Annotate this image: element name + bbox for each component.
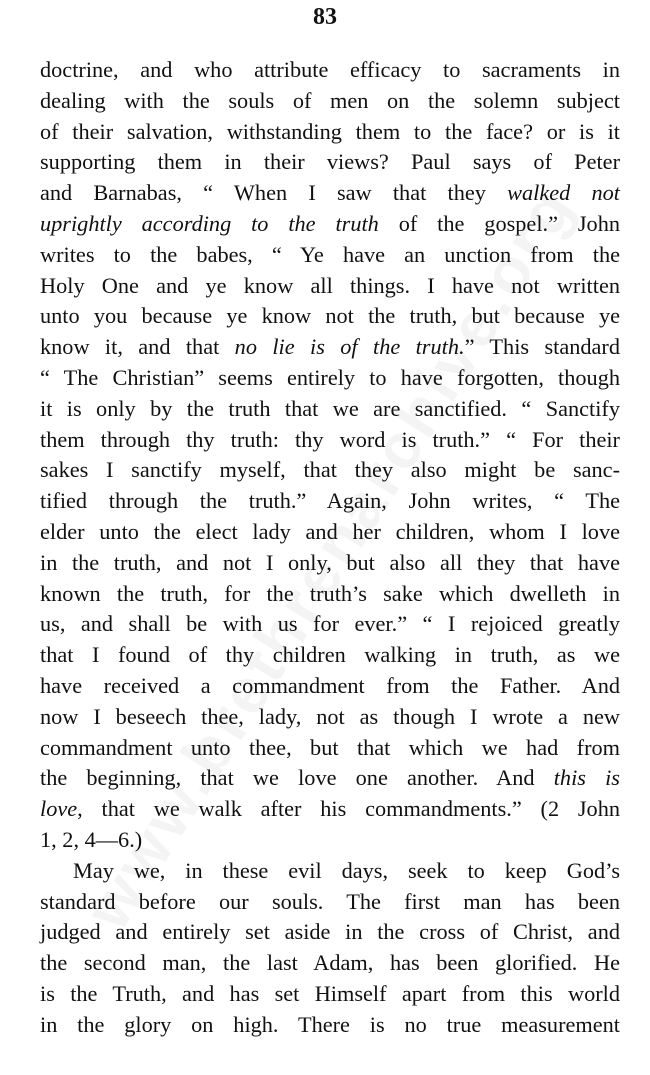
text-segment: tified through the truth.” Again, John writes, “ The bbox=[40, 488, 620, 514]
italic-text: uprightly according to the truth bbox=[40, 210, 379, 236]
text-line bbox=[40, 763, 620, 794]
text-segment: 1, 2, 4—6.) bbox=[40, 826, 143, 852]
text-line bbox=[40, 147, 620, 178]
text-line bbox=[40, 271, 620, 302]
text-segment: judged and entirely set aside in the cross of Christ, and bbox=[40, 919, 620, 945]
text-segment: the second man, the last Adam, has been glorified. He bbox=[40, 950, 620, 976]
text-segment: elder unto the elect lady and her children, whom I love bbox=[40, 518, 620, 544]
text-line bbox=[40, 794, 620, 825]
text-segment: doctrine, and who attribute efficacy to sacraments in bbox=[40, 57, 620, 82]
text-line bbox=[40, 394, 620, 425]
text-segment: us, and shall be with us for ever.” “ I rejoiced greatly bbox=[40, 611, 620, 637]
text-segment: , that we walk after his commandments.” (2 John bbox=[77, 796, 620, 822]
text-segment: know it, and that bbox=[40, 334, 235, 360]
text-segment: and Barnabas, “ When I saw that they bbox=[40, 180, 508, 206]
text-line bbox=[40, 178, 620, 209]
text-line bbox=[40, 363, 620, 394]
text-line bbox=[40, 1010, 620, 1041]
text-line bbox=[40, 117, 620, 148]
text-segment: of the gospel.” John bbox=[378, 210, 620, 236]
text-line bbox=[40, 733, 620, 764]
text-segment: in the glory on high. There is no true measurement bbox=[40, 1011, 620, 1037]
text-segment: supporting them in their views? Paul says of Peter bbox=[40, 149, 620, 175]
text-line bbox=[40, 579, 620, 610]
text-segment: writes to the babes, “ Ye have an unction from the bbox=[40, 241, 620, 267]
text-segment: Holy One and ye know all things. I have not written bbox=[40, 272, 620, 298]
text-line bbox=[40, 332, 620, 363]
text-line bbox=[40, 702, 620, 733]
text-line bbox=[40, 979, 620, 1010]
text-segment: commandment unto thee, but that which we had from bbox=[40, 734, 620, 760]
text-segment: now I beseech thee, lady, not as though I wrote a new bbox=[40, 703, 620, 729]
text-segment: of their salvation, withstanding them to the face? or is it bbox=[40, 118, 620, 144]
text-segment: standard before our souls. The first man has been bbox=[40, 888, 620, 914]
text-segment: dealing with the souls of men on the solemn subject bbox=[40, 87, 620, 113]
text-segment: the beginning, that we love one another. And bbox=[40, 765, 554, 791]
text-line bbox=[40, 55, 620, 86]
text-line bbox=[40, 517, 620, 548]
text-line bbox=[40, 948, 620, 979]
text-line bbox=[40, 887, 620, 918]
text-segment: known the truth, for the truth’s sake which dwelleth in bbox=[40, 580, 620, 606]
body-text bbox=[40, 55, 620, 1041]
text-line bbox=[40, 825, 620, 856]
text-segment: sakes I sanctify myself, that they also might be sanc- bbox=[40, 457, 620, 483]
italic-text: walked not bbox=[507, 180, 620, 206]
text-line bbox=[40, 856, 620, 887]
text-segment: “ The Christian” seems entirely to have forgotten, though bbox=[40, 364, 620, 390]
text-line bbox=[40, 671, 620, 702]
text-line bbox=[40, 455, 620, 486]
text-line bbox=[40, 548, 620, 579]
italic-text: love bbox=[40, 796, 78, 822]
text-line bbox=[40, 209, 620, 240]
italic-text: no lie is of the truth. bbox=[234, 334, 465, 360]
text-line bbox=[40, 240, 620, 271]
page-number: 83 bbox=[313, 4, 337, 30]
text-line bbox=[40, 609, 620, 640]
text-segment: is the Truth, and has set Himself apart from this world bbox=[40, 980, 620, 1006]
text-line bbox=[40, 486, 620, 517]
text-line bbox=[40, 640, 620, 671]
text-segment: have received a commandment from the Father. And bbox=[40, 672, 620, 698]
text-segment: it is only by the truth that we are sanctified. “ Sanctify bbox=[40, 395, 620, 421]
text-segment: ” This standard bbox=[464, 334, 620, 360]
text-line bbox=[40, 301, 620, 332]
text-line bbox=[40, 425, 620, 456]
text-line bbox=[40, 86, 620, 117]
text-line bbox=[40, 917, 620, 948]
text-segment: unto you because ye know not the truth, but because ye bbox=[40, 303, 620, 329]
text-segment: May we, in these evil days, seek to keep God’s bbox=[73, 857, 620, 883]
italic-text: this is bbox=[553, 765, 620, 791]
text-segment: that I found of thy children walking in truth, as we bbox=[40, 642, 620, 668]
text-segment: them through thy truth: thy word is truth.” “ For their bbox=[40, 426, 620, 452]
text-segment: in the truth, and not I only, but also all they that have bbox=[40, 549, 620, 575]
